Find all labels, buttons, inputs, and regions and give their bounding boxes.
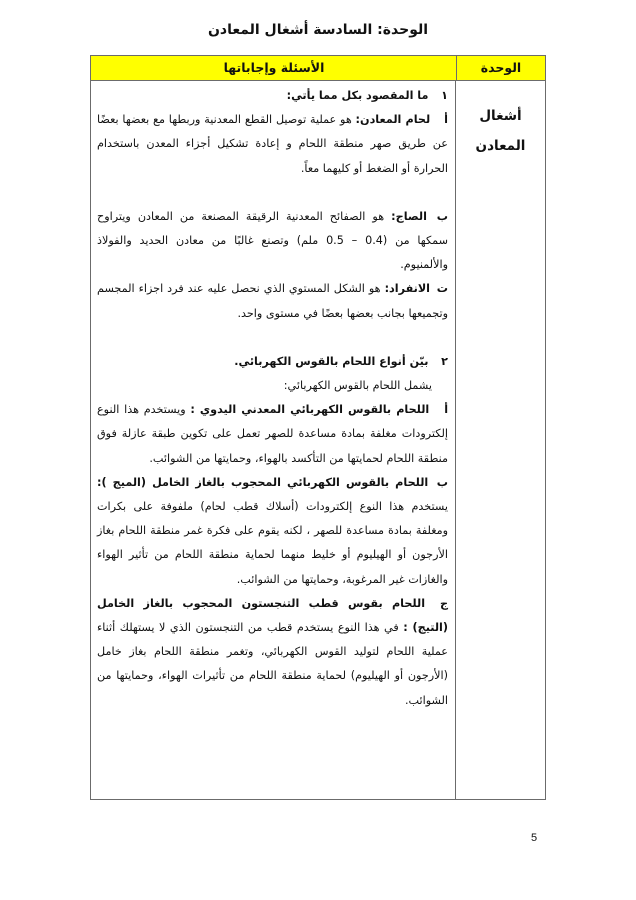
spacer [97, 326, 448, 350]
answer-item [97, 398, 448, 471]
unit-name-line1: أشغال [479, 108, 522, 124]
item-letter: ج [439, 596, 449, 610]
page-number: 5 [531, 832, 538, 844]
answer-item [97, 592, 448, 713]
questions-answers-cell [97, 84, 448, 713]
question-text: ما المقصود بكل مما يأتي: [286, 89, 429, 102]
question-1-title [97, 84, 448, 108]
question-number: ٢ [441, 354, 448, 368]
question-text: بيّن أنواع اللحام بالقوس الكهربائي. [234, 354, 429, 368]
item-text: ويستخدم هذا النوع إلكترودات مغلفة بمادة مساعدة للصهر تعمل على تكوين طبقة عازلة فوق منطقة اللحام لحمايتها من التأكسد بالهواء، وحمايتها من الشوائب. [97, 403, 448, 465]
item-term: اللحام بالقوس الكهربائي المحجوب بالغاز الخامل (الميج ): [97, 475, 429, 489]
item-letter: ت [436, 282, 448, 296]
item-term: اللحام بقوس قطب التنجستون المحجوب بالغاز الخامل (التيج) : [97, 596, 448, 635]
answer-item [97, 205, 448, 278]
item-text: هو عملية توصيل القطع المعدنية وربطها مع بعضها بعضًا عن طريق صهر منطقة اللحام و إعادة تشكيل أجزاء المعدن باستخدام الحرارة أو الضغط أو كليهما معاً. [97, 113, 448, 175]
header-questions-answers: الأسئلة وإجاباتها [223, 60, 325, 75]
item-letter: أ [444, 403, 449, 417]
answer-item [97, 108, 448, 181]
item-text: هو الصفائح المعدنية الرقيقة المصنعة من المعادن ويتراوح سمكها من (0.4 – 0.5 ملم) وتصنع غالبًا من معادن الحديد والفولاذ والألمنيوم. [97, 209, 448, 272]
answer-item [97, 471, 448, 592]
item-letter: أ [444, 113, 449, 127]
question-2-intro: يشمل اللحام بالقوس الكهربائي: [283, 379, 432, 393]
table-header-row [91, 56, 545, 81]
item-text: يستخدم هذا النوع إلكترودات (أسلاك قطب لحام) ملفوفة على بكرات ومغلفة بمادة مساعدة للصهر ، لكنه يقوم على فكرة غمر منطقة اللحام بغاز الأرجون أو الهيليوم أو خليط منهما لحماية منطقة اللحام من تأثير الهواء والغازات غير المرغوبة، وحمايتها من الشوائب. [97, 500, 448, 586]
question-number: ١ [441, 89, 448, 102]
item-term: الانفراد: [384, 282, 430, 296]
column-divider [455, 81, 456, 799]
unit-name-cell [456, 81, 545, 161]
page-title: الوحدة: السادسة أشغال المعادن [207, 22, 429, 38]
item-letter: ب [436, 475, 448, 489]
item-text: هو الشكل المستوي الذي نحصل عليه عند فرد اجزاء المجسم وتجميعها بجانب بعضها بعضًا في مستوى واحد. [97, 282, 448, 320]
item-term: اللحام بالقوس الكهربائي المعدني اليدوي : [190, 403, 430, 417]
unit-name-line2: المعادن [475, 138, 526, 154]
item-term: لحام المعادن: [355, 113, 431, 127]
item-term: الصاج: [391, 209, 427, 223]
question-2-title [97, 350, 448, 374]
spacer [97, 181, 448, 205]
qa-table [90, 55, 546, 800]
answer-item [97, 277, 448, 325]
item-letter: ب [436, 209, 449, 223]
header-unit: الوحدة [456, 56, 545, 80]
item-text: في هذا النوع يستخدم قطب من التنجستون الذي لا يستهلك أثناء عملية اللحام لتوليد القوس الكهربائي، وتغمر منطقة اللحام بغاز خامل (الأرجون أو الهيليوم) لحماية منطقة اللحام من تأثيرات الهواء، وحمايتها من الشوائب. [97, 621, 448, 707]
